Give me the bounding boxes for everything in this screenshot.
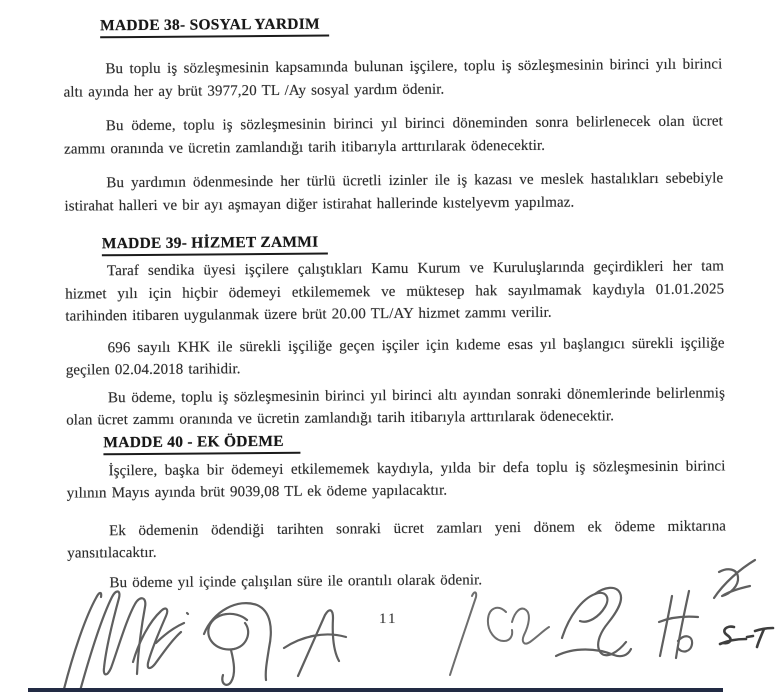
section-heading-madde-40: MADDE 40 - EK ÖDEME <box>103 432 301 455</box>
page-number: 11 <box>379 611 398 627</box>
paragraph: 696 sayılı KHK ile sürekli işçiliğe geçen işçiler için kıdeme esas yıl başlangıcı sürekli işçiliğe geçilen 02.04.2018 tarihidir. <box>65 334 725 379</box>
signature-9 <box>719 569 750 596</box>
signature-4 <box>298 610 339 676</box>
paragraph: Bu ödeme, toplu iş sözleşmesinin birinci yıl birinci altı ayından sonraki dönemlerinde belirlenmiş olan ücret zammı oranında ve ücretin zamlandığı tarih itibarıyla arttırılarak ödenecektir. <box>66 384 726 429</box>
signature-6 <box>488 608 512 641</box>
scan-edge-artifact <box>28 688 723 692</box>
paragraph: Bu yardımın ödenmesinde her türlü ücretli izinler ile iş kazası ve meslek hastalıkları sebebiyle istirahat halleri ve bir ayı aşmayan diğer istirahat hallerinde kıstelyevm yapılmaz. <box>64 170 724 215</box>
paragraph: Taraf sendika üyesi işçilere çalıştıkları Kamu Kurum ve Kuruluşlarında geçirdikleri her tam hizmet yılı için hiçbir ödemeyi etkilememek ve müktesep hak sayılmamak kaydıyla 01.01.2025 tarihinden itibaren uygulanmak üzere brüt 20.00 TL/AY hizmet zammı verilir. <box>65 258 725 325</box>
signature-1 <box>80 591 145 691</box>
paragraph: Bu toplu iş sözleşmesinin kapsamında bulunan işçilere, toplu iş sözleşmesinin birinci yılı birinci altı ayında her ay brüt 3977,20 TL /Ay sosyal yardım ödenir. <box>63 56 723 101</box>
signature-annotation-8t <box>755 628 773 647</box>
signature-7 <box>562 593 607 638</box>
paragraph: Bu ödeme, toplu iş sözleşmesinin birinci yıl birinci döneminden sonra belirlenecek olan ücret zammı oranında ve ücretin zamlandığı tarih itibarıyla arttırılarak ödenecektir. <box>63 113 723 158</box>
signature-8 <box>660 596 672 656</box>
signature-7 <box>595 588 626 655</box>
signature-3 <box>208 614 248 650</box>
paragraph: Bu ödeme yıl içinde çalışılan süre ile orantılı olarak ödenir. <box>109 571 483 591</box>
signature-2 <box>187 613 188 614</box>
signature-3 <box>222 650 234 685</box>
signature-9 <box>714 560 755 598</box>
paragraph: Ek ödemenin ödendiği tarihten sonraki ücret zamları yeni dönem ek ödeme miktarına yansıtılacaktır. <box>67 517 727 562</box>
paragraph: İşçilere, başka bir ödemeyi etkilememek kaydıyla, yılda bir defa toplu iş sözleşmesinin birinci yılının Mayıs ayında brüt 9039,08 TL ek ödeme yapılacaktır. <box>66 457 726 502</box>
signature-annotation-8t <box>747 636 753 637</box>
section-heading-madde-39: MADDE 39- HİZMET ZAMMI <box>102 234 328 257</box>
section-heading-madde-38: MADDE 38- SOSYAL YARDIM <box>100 16 329 39</box>
signature-8 <box>678 636 692 651</box>
signature-annotation-8t <box>720 627 746 644</box>
signature-6 <box>512 609 549 644</box>
signature-5 <box>450 592 476 675</box>
signature-4 <box>284 634 346 648</box>
signature-8 <box>659 617 698 622</box>
